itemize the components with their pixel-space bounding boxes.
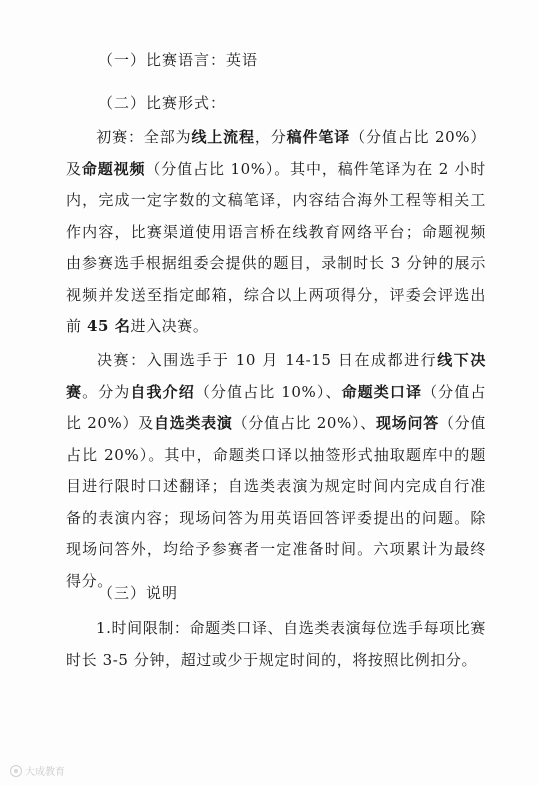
preliminary-bold-translation: 稿件笔译 <box>286 128 351 146</box>
final-bold-qa: 现场问答 <box>376 414 439 432</box>
preliminary-bold-top45: 45 名 <box>86 317 131 335</box>
final-paragraph <box>66 345 486 597</box>
section-heading-language: （一）比赛语言：英语 <box>98 51 259 69</box>
note-time-limit <box>66 613 486 676</box>
final-text-4: （分值占比 20%）及 <box>66 382 486 432</box>
final-bold-interpretation: 命题类口译 <box>341 382 423 401</box>
preliminary-text-1: 初赛：全部为 <box>96 128 192 146</box>
final-bold-intro: 自我介绍 <box>130 382 195 401</box>
preliminary-text-3: （分值占比 20%）及 <box>66 128 487 178</box>
preliminary-bold-online: 线上流程 <box>191 128 255 146</box>
section-heading-notes: （三）说明 <box>98 584 179 602</box>
section-heading-format: （二）比赛形式： <box>98 94 227 112</box>
preliminary-text-4: （分值占比 10%）。其中，稿件笔译为在 2 小时内，完成一定字数的文稿笔译，内容结合海外工程等相关工作内容，比赛渠道使用语言桥在线教育网络平台；命题视频由参赛选手根据组委会提供的题目，录制时长 3 分钟的展示视频并发送至指定邮箱，综合以上两项得分，评委会评选出前 <box>66 159 486 335</box>
final-text-1: 决赛：入围选手于 10 月 14-15 日在成都进行 <box>96 351 438 369</box>
preliminary-bold-video: 命题视频 <box>81 159 146 178</box>
watermark <box>10 763 65 778</box>
preliminary-text-2: ，分 <box>254 128 287 146</box>
final-text-5: （分值占比 20%）、 <box>232 414 376 432</box>
watermark-text: 大成教育 <box>25 767 65 778</box>
preliminary-text-5: 进入决赛。 <box>130 317 209 335</box>
watermark-logo-icon <box>10 765 22 777</box>
final-bold-performance: 自选类表演 <box>153 414 233 432</box>
final-bold-offline: 线下决赛 <box>66 351 486 401</box>
final-text-6: （分值占比 20%）。其中，命题类口译以抽签形式抽取题库中的题目进行限时口述翻译；自选类表演为规定时间内完成自行准备的表演内容；现场问答为用英语回答评委提出的问题。除现场问答外，均给予参赛者一定准备时间。六项累计为最终得分。 <box>66 414 486 590</box>
final-text-2: 。分为 <box>82 382 131 401</box>
final-text-3: （分值占比 10%）、 <box>194 382 342 401</box>
preliminary-paragraph <box>66 122 486 343</box>
note-time-limit-text: 1.时间限制：命题类口译、自选类表演每位选手每项比赛时长 3-5 分钟，超过或少于规定时间的，将按照比例扣分。 <box>66 619 486 669</box>
